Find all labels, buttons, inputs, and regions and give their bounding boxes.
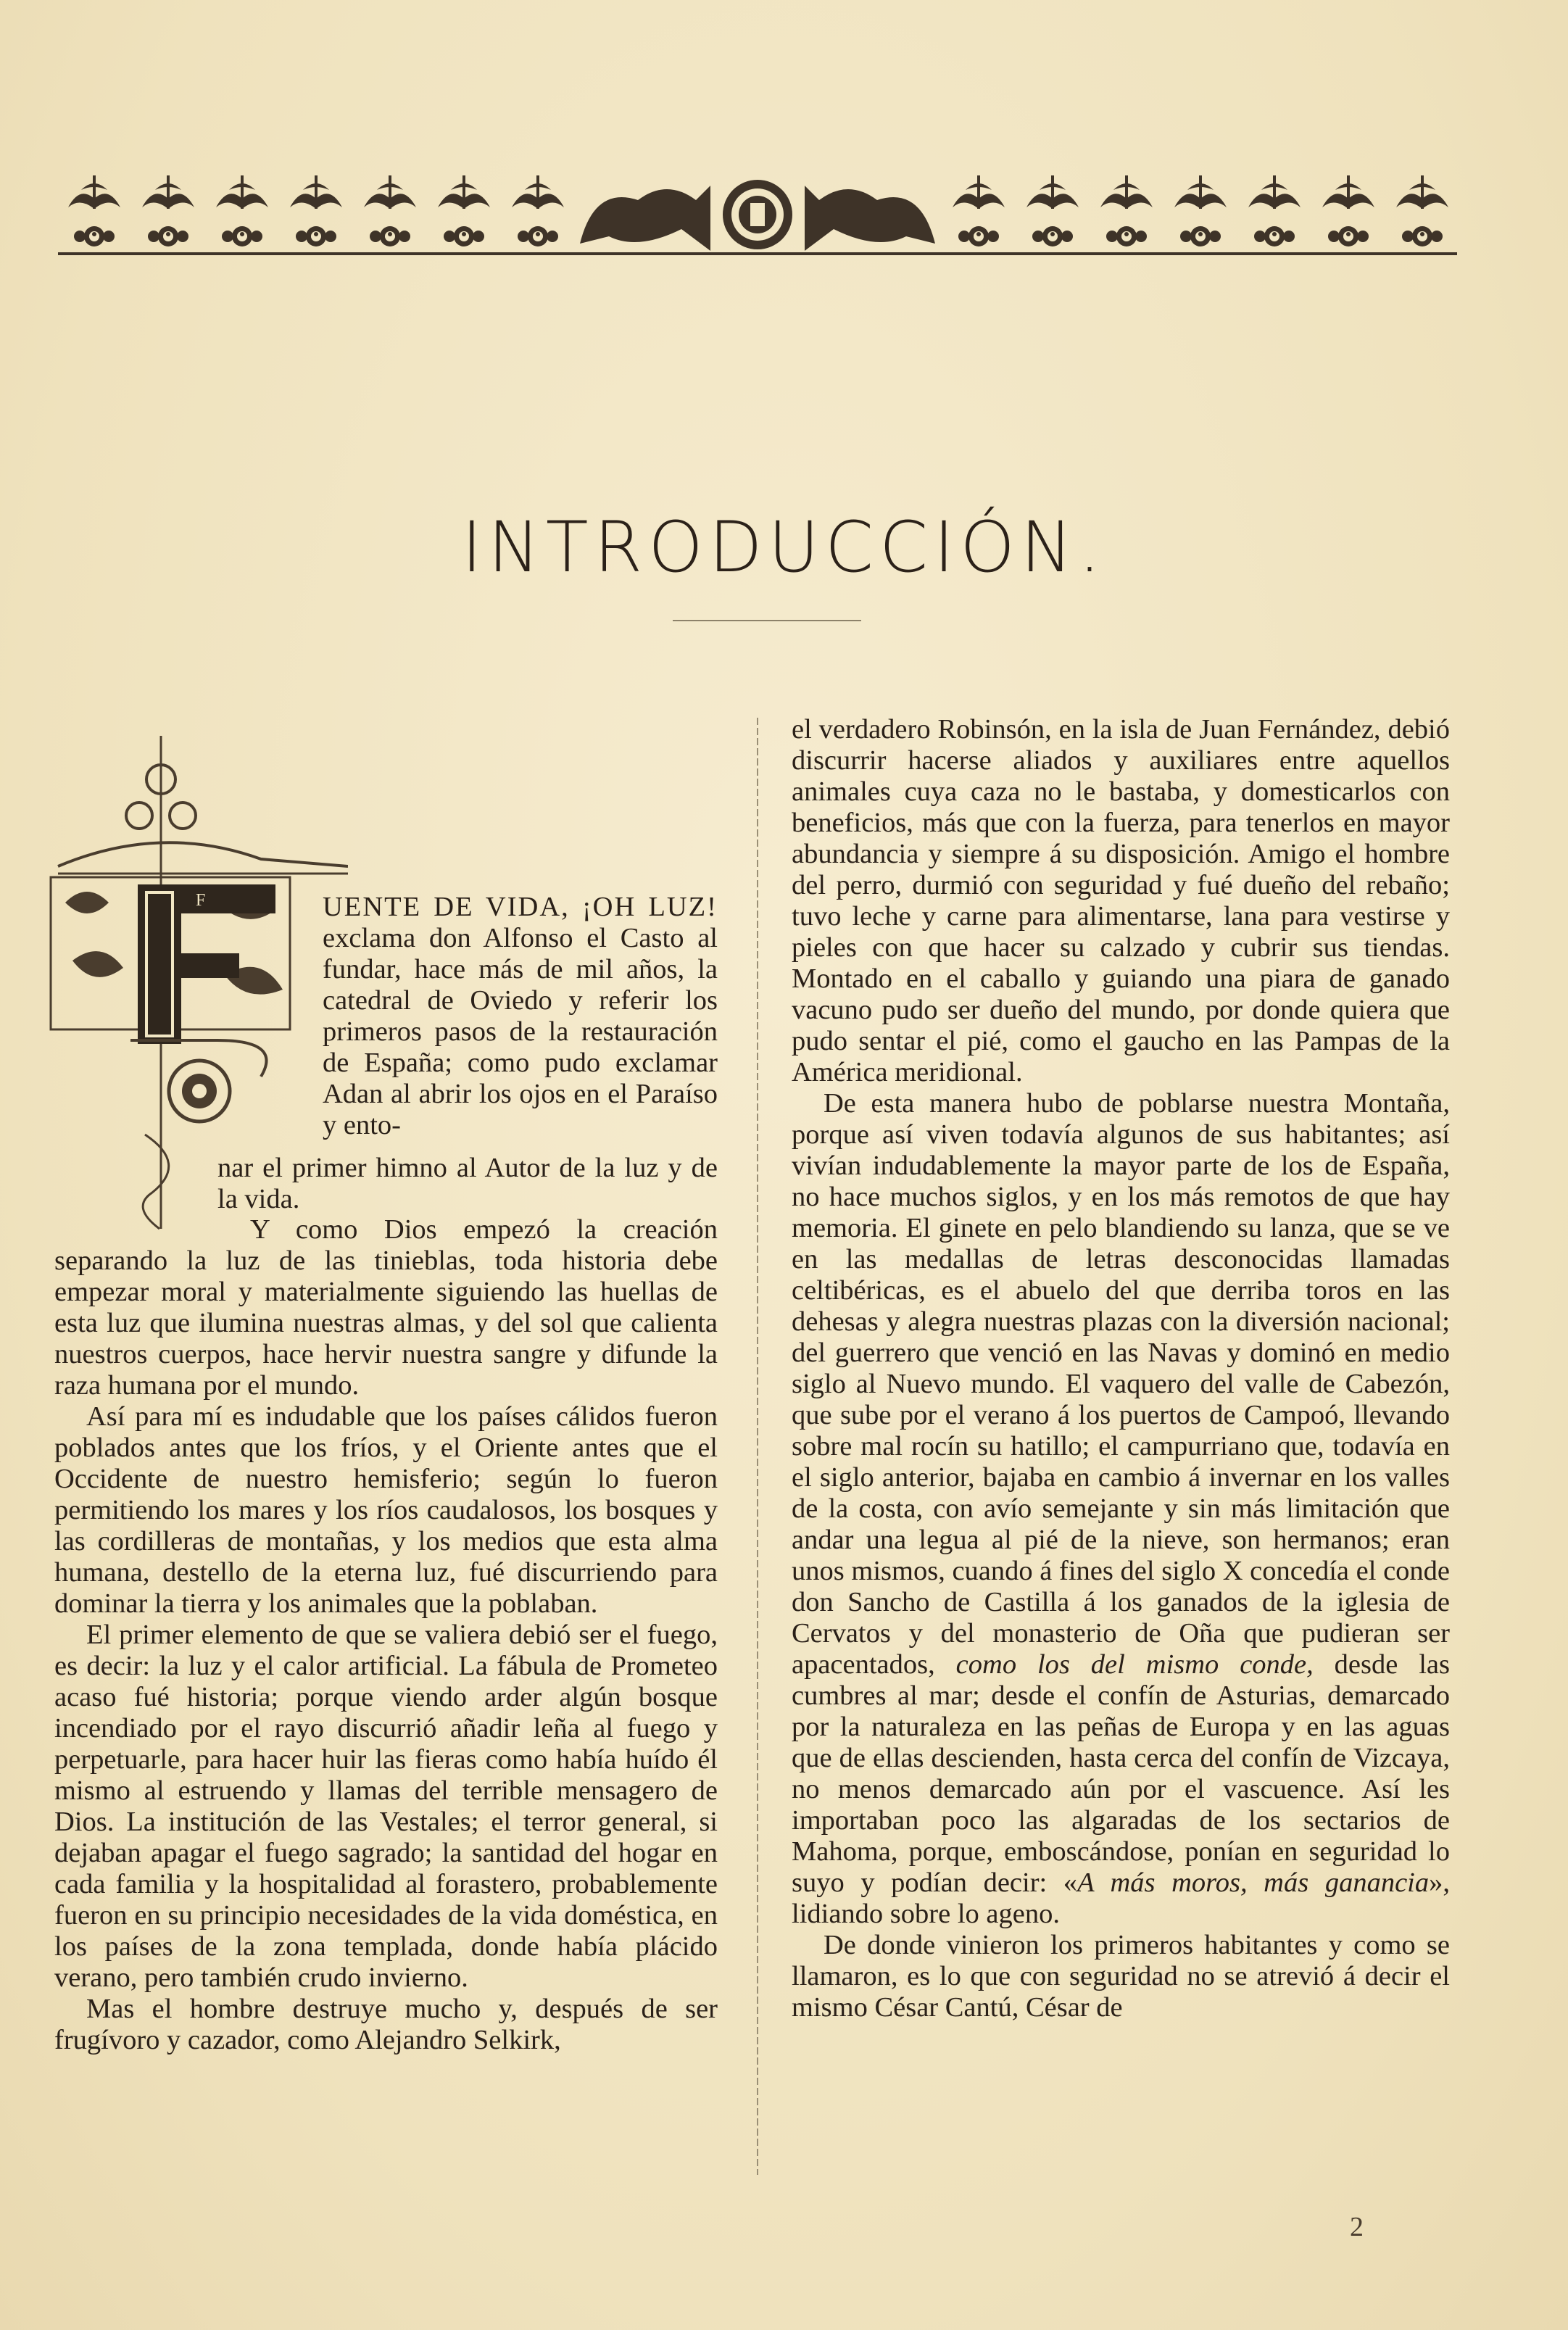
title-divider [673,620,861,621]
intro-opening [323,892,718,1141]
right-column [792,714,1450,2023]
left-column [54,1214,718,2056]
paragraph: Y como Dios empezó la creación separando la luz de las tinieblas, toda historia debe empezar moral y materialmente siguiendo las huellas de esta luz que ilumina nuestras almas, y del sol que calienta nuestros cuerpos, hace hervir nuestra sangre y difunde la raza humana por el mundo. [54,1214,718,1401]
initial-letter: F [196,891,206,910]
intro-smallcaps: UENTE DE VIDA, ¡OH LUZ! [323,892,718,922]
paragraph: El primer elemento de que se valiera debió ser el fuego, es decir: la luz y el calor artificial. La fábula de Prometeo acaso fué historia; porque viendo arder algún bosque incendiado por el rayo discurrió añadir leña al fuego y perpetuarle, para hacer huir las fieras como había huído él mismo al estruendo y llamas del terrible mensagero de Dios. La institución de las Vestales; el terror general, si dejaban apagar el fuego sagrado; la santidad del hogar en cada familia y la hospitalidad al forastero, probablemente fueron en su principio necesidades de la vida doméstica, en los países de la zona templada, donde había plácido verano, pero también crudo invierno. [54,1620,718,1993]
paragraph [792,1088,1450,1930]
italic-quote: A más moros, más ganancia [1077,1867,1430,1898]
text-run: De esta manera hubo de poblarse nuestra Montaña, porque así viven todavía algunos de sus habitantes; así vivían indudablemente la mayor parte de los de España, no hace muchos siglos, y en los más remotos de que hay memoria. El ginete en pelo blandiendo su lanza, que se ve en las medallas de letras desconocidas llamadas celtibéricas, es el abuelo del que derriba toros en las dehesas y alegra nuestras plazas con la diversión nacional; del guerrero que venció en las Navas y dominó en medio siglo al Nuevo mundo. El vaquero del valle de Cabezón, que sube por el verano á los puertos de Campoó, llevando sobre mal rocín su hatillo; el campurriano que, todavía en el siglo anterior, bajaba en cambio á invernar en los valles de la costa, con avío semejante y sin más limitación que andar una legua al pié de la nieve, son hermanos; eran unos mismos, cuando á fines del siglo X concedía el conde don Sancho de Castilla á los ganados de la iglesia de Cervatos y del monasterio de Oña que pudieran ser apacentados, [792,1088,1450,1680]
page-title: INTRODUCCIÓN. [461,507,1107,588]
ornamental-frieze-icon [58,171,1457,257]
intro-text: exclama don Alfonso el Casto al fundar, hace más de mil años, la catedral de Oviedo y referir los primeros pasos de la restauración de España; como pudo exclamar Adan al abrir los ojos en el Paraíso y ento- [323,923,718,1140]
italic-run: como los del mismo conde, [955,1649,1314,1680]
paragraph: De donde vinieron los primeros habitantes y como se llamaron, es lo que con seguridad no se atrevió á decir el mismo César Cantú, César de [792,1930,1450,2023]
intro-tail: nar el primer himno al Autor de la luz y de la vida. [217,1153,718,1214]
paragraph: el verdadero Robinsón, en la isla de Juan Fernández, debió discurrir hacerse aliados y auxiliares entre aquellos animales cuya caza no le bastaba, y domesticarlos con beneficios, más que con la fuerza, para tenerlos en mayor abundancia y siempre á su disposición. Amigo el hombre del perro, durmió con seguridad y fué dueño del rebaño; tuvo leche y carne para alimentarse, lana para vestirse y pieles con que hacer su calzado y cubrir sus tiendas. Montado en el caballo y guiando una piara de ganado vacuno pudo ser dueño del mundo, por donde quiera que pudo sentar el pié, como el gaucho en las Pampas de la América meridional. [792,714,1450,1087]
text-run: », lidiando sobre lo ageno. [792,1867,1450,1929]
intro-continuation [217,1153,718,1215]
page-number: 2 [1350,2212,1364,2242]
text-run: desde las cumbres al mar; desde el confín de Asturias, demarcado por la naturaleza en las peñas de Europa y en las aguas que de ellas descienden, hasta cerca del confín de Vizcaya, no menos demarcado aún por el vascuence. Así les importaban poco las algaradas de los sectarios de Mahoma, porque, emboscándose, ponían en seguridad lo suyo y podían decir: « [792,1649,1451,1898]
column-divider [757,718,758,2175]
paragraph: Mas el hombre destruye mucho y, después de ser frugívoro y cazador, como Alejandro Selkirk, [54,1994,718,2055]
paragraph: Así para mí es indudable que los países cálidos fueron poblados antes que los fríos, y el Oriente antes que el Occidente de nuestro hemisferio; según lo fueron permitiendo los mares y los ríos caudalosos, los bosques y las cordilleras de montañas, y los medios que esta alma humana, destello de la eterna luz, fué discurriendo para dominar la tierra y los animales que la poblaban. [54,1401,718,1619]
